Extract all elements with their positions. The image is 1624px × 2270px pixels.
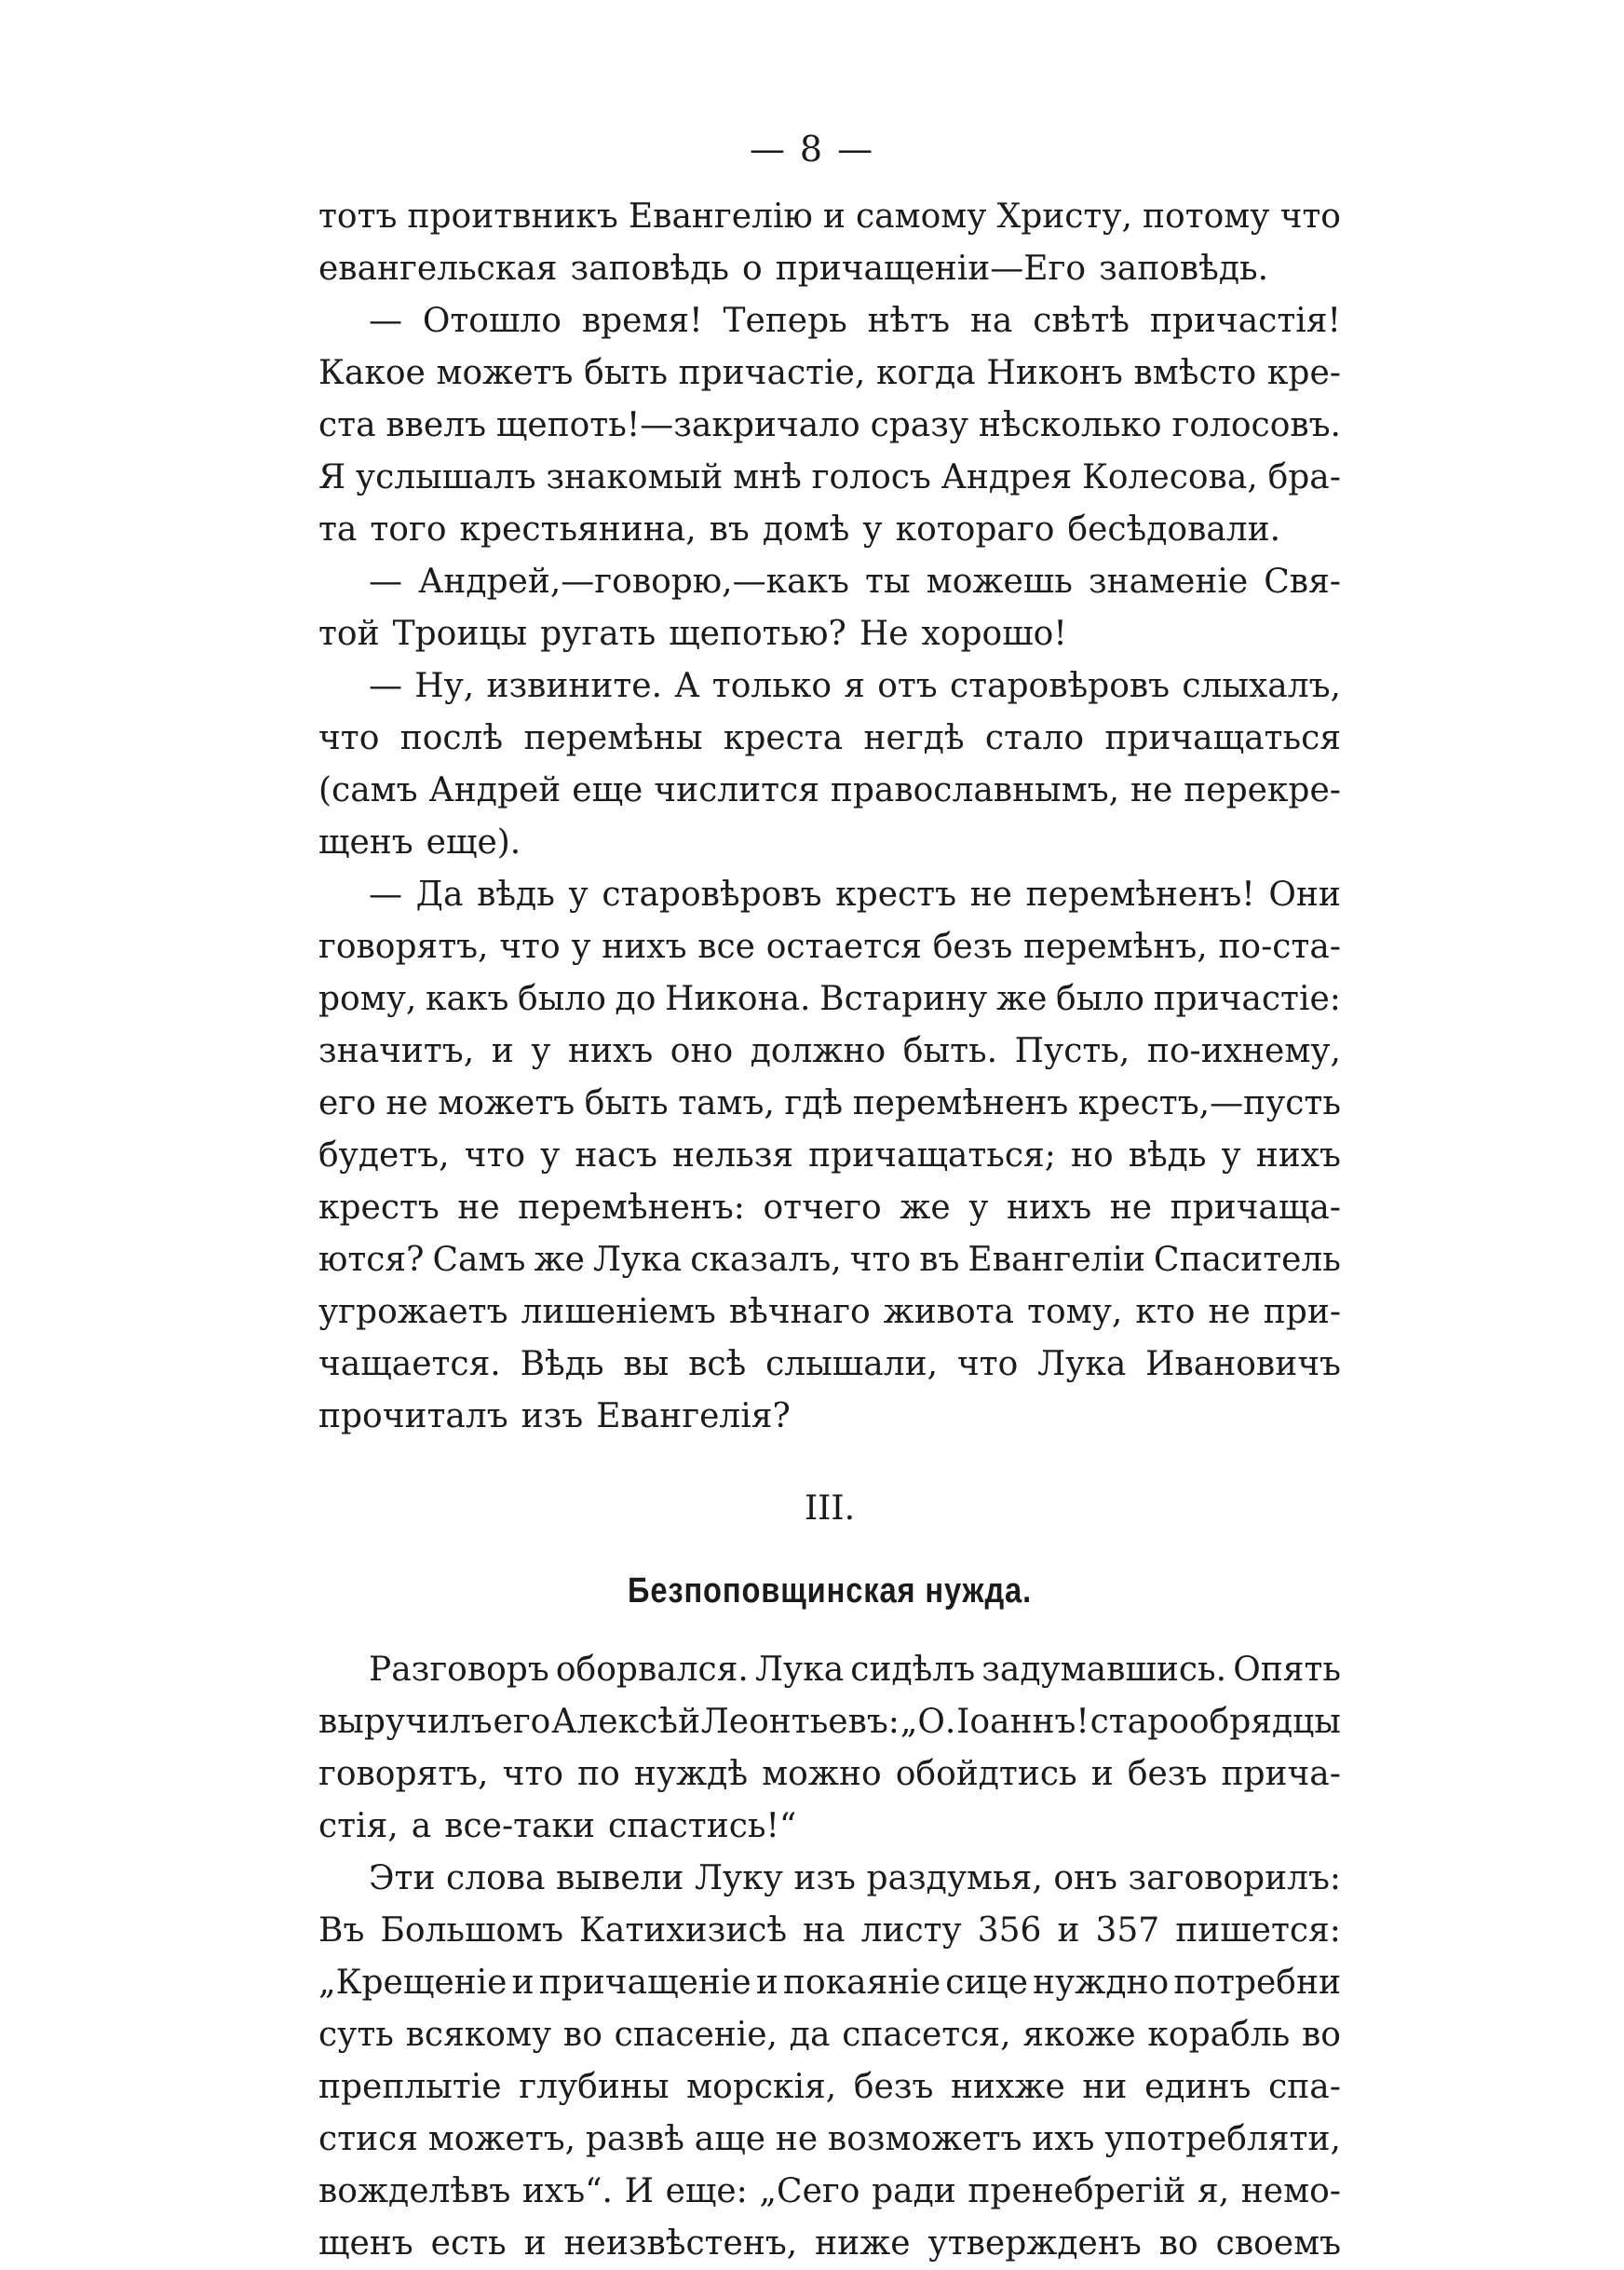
paragraph [318, 295, 1341, 556]
page-number: — 8 — [749, 129, 875, 170]
paragraph [318, 869, 1341, 1443]
text-block-bottom [318, 1644, 1341, 2270]
paragraph [318, 1853, 1341, 2270]
paragraph [318, 660, 1341, 869]
text-line: — Отошло время! Теперь нѣтъ на свѣтѣ причастія! [369, 302, 1341, 340]
text-line: что послѣ перемѣны креста негдѣ стало причащаться [318, 719, 1341, 757]
text-line: рому, какъ было до Никона. Встарину же было причастіе: [318, 980, 1341, 1018]
text-line: крестъ не перемѣненъ: отчего же у нихъ не причаща- [318, 1189, 1341, 1227]
text-line: чащается. Вѣдь вы всѣ слышали, что Лука Ивановичъ [318, 1345, 1341, 1383]
section-title: Безпоповщинская нужда. [627, 1571, 1033, 1611]
paragraph [318, 556, 1341, 660]
text-line: — Андрей,—говорю,—какъ ты можешь знаменіе Свя- [369, 563, 1341, 601]
text-line: выручилъ его Алексѣй Леонтьевъ: „О. Іоаннъ! старообрядцы [318, 1703, 1341, 1741]
text-line: преплытіе глубины морскія, безъ нихже ни единъ спа- [318, 2068, 1341, 2106]
paragraph [318, 1644, 1341, 1853]
text-line: стися можетъ, развѣ аще не возможетъ ихъ употребляти, [318, 2120, 1341, 2158]
text-line: той Троицы ругать щепотью? Не хорошо! [318, 615, 1067, 653]
text-block-top [318, 191, 1341, 1443]
section-number: III. [804, 1489, 856, 1528]
paragraph [318, 191, 1341, 295]
text-line: ста ввелъ щепоть!—закричало сразу нѣсколько голосовъ. [318, 406, 1341, 444]
text-line: его не можетъ быть тамъ, гдѣ перемѣненъ крестъ,—пусть [318, 1084, 1341, 1122]
text-line: Эти слова вывели Луку изъ раздумья, онъ заговорилъ: [369, 1859, 1341, 1897]
text-line: говорятъ, что у нихъ все остается безъ перемѣнъ, по-ста- [318, 928, 1341, 966]
text-line: Я услышалъ знакомый мнѣ голосъ Андрея Колесова, бра- [318, 458, 1341, 496]
text-line: Какое можетъ быть причастіе, когда Никонъ вмѣсто кре- [318, 354, 1341, 392]
text-line: (самъ Андрей еще числится православнымъ, не перекре- [318, 771, 1341, 809]
text-line: Разговоръ оборвался. Лука сидѣлъ задумавшись. Опять [369, 1651, 1341, 1689]
text-line: говорятъ, что по нуждѣ можно обойдтись и безъ прича- [318, 1755, 1341, 1793]
text-line: вожделѣвъ ихъ“. И еще: „Сего ради пренебрегій я, немо- [318, 2172, 1341, 2210]
text-line: суть всякому во спасеніе, да спасется, якоже корабль во [318, 2016, 1341, 2054]
text-line: ются? Самъ же Лука сказалъ, что въ Евангеліи Спаситель [318, 1241, 1341, 1279]
text-line: будетъ, что у насъ нельзя причащаться; но вѣдь у нихъ [318, 1136, 1341, 1175]
text-line: стія, а все-таки спастись!“ [318, 1807, 797, 1845]
text-line: прочиталъ изъ Евангелія? [318, 1397, 791, 1435]
text-line: Въ Большомъ Катихизисѣ на листу 356 и 357 пишется: [318, 1911, 1341, 1950]
text-line: угрожаетъ лишеніемъ вѣчнаго живота тому, кто не при- [318, 1293, 1341, 1331]
text-line: — Да вѣдь у старовѣровъ крестъ не перемѣненъ! Они [369, 876, 1341, 914]
text-line: „Крещеніе и причащеніе и покаяніе сице нуждно потребни [318, 1964, 1341, 2002]
text-line: щенъ еще). [318, 823, 521, 862]
text-line: щенъ есть и неизвѣстенъ, ниже утвержденъ во своемъ [318, 2224, 1341, 2263]
text-line: евангельская заповѣдь о причащеніи—Его заповѣдь. [318, 250, 1269, 288]
text-line: значитъ, и у нихъ оно должно быть. Пусть, по-ихнему, [318, 1032, 1341, 1070]
text-line: та того крестьянина, въ домѣ у котораго бесѣдовали. [318, 510, 1281, 549]
text-line: — Ну, извините. А только я отъ старовѣровъ слыхалъ, [369, 667, 1341, 705]
body-text [318, 191, 1341, 2270]
text-line: тотъ проитвникъ Евангелію и самому Христу, потому что [318, 197, 1341, 236]
